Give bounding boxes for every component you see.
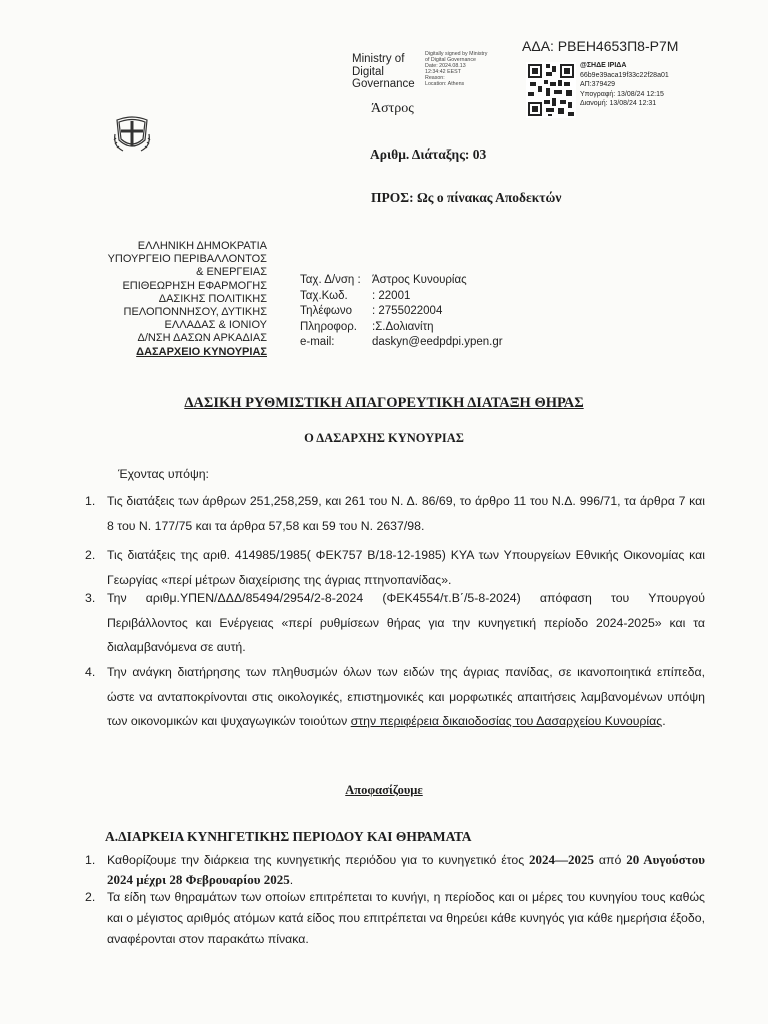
contact-label: Τηλέφωνο	[300, 305, 353, 317]
sender-line: ΕΛΛΑΔΑΣ & ΙΟΝΙΟΥ	[164, 319, 267, 332]
contact-value: : 22001	[372, 289, 411, 302]
item-text: Τα είδη των θηραμάτων των οποίων επιτρέπεται το κυνήγι, η περίοδος και οι μέρες του κυνηγίου τους καθώς και ο μέγιστος αριθμός ατόμων κατά είδος που επιτρέπεται να θηρεύει κάθε κυνηγός για κάθε ημερήσια έξοδο, αναφέρονται στον παρακάτω πίνακα.	[107, 890, 705, 946]
qr-info-line: Υπογραφή: 13/08/24 12:15	[580, 90, 664, 98]
decision-item	[85, 887, 705, 950]
item-text-end: .	[289, 873, 294, 887]
contact-label: Πληροφορ.	[300, 320, 357, 333]
decision-heading: Αποφασίζουμε	[345, 783, 423, 797]
section-a-heading: Α.ΔΙΑΡΚΕΙΑ ΚΥΝΗΓΕΤΙΚΗΣ ΠΕΡΙΟΔΟΥ ΚΑΙ ΘΗΡΑΜΑΤΑ	[105, 829, 472, 844]
consideration-item	[85, 489, 705, 538]
sender-line: ΥΠΟΥΡΓΕΙΟ ΠΕΡΙΒΑΛΛΟΝΤΟΣ	[107, 253, 267, 266]
item-text	[107, 660, 705, 734]
sender-block	[107, 240, 267, 359]
hunting-years: 2024—2025	[529, 852, 595, 867]
contact-label: e-mail:	[300, 336, 335, 348]
signature-line: Date: 2024.08.13	[425, 63, 466, 69]
contact-value: :Σ.Δολιανίτη	[372, 320, 434, 333]
sender-line: ΠΕΛΟΠΟΝΝΗΣΟΥ, ΔΥΤΙΚΗΣ	[123, 306, 267, 319]
digital-signature-info	[425, 51, 525, 87]
contact-value: Άστρος Κυνουρίας	[372, 274, 467, 286]
signature-line: Reason:	[425, 75, 445, 81]
sender-office: ΔΑΣΑΡΧΕΙΟ ΚΥΝΟΥΡΙΑΣ	[136, 345, 267, 358]
greek-coat-of-arms-icon	[111, 114, 153, 156]
contact-value: : 2755022004	[372, 305, 443, 317]
qr-info-line: ΑΠ:379429	[580, 81, 616, 89]
qr-info-line: @ΣΗΔΕ ΙΡΙΔΑ	[580, 62, 627, 69]
order-number: Αριθμ. Διάταξης: 03	[370, 147, 487, 162]
item-number: 2.	[85, 890, 96, 904]
contact-row	[300, 289, 503, 305]
item-text: Την αριθμ.ΥΠΕΝ/ΔΔΔ/85494/2954/2-8-2024 (ΦΕΚ4554/τ.Β΄/5-8-2024) απόφαση του Υπουργού Περιβάλλοντος και Ενέργειας «περί ρυθμίσεων θήρας για την κυνηγετική περίοδο 2024-2025» και τα διαλαμβανόμενα σε αυτή.	[107, 591, 705, 654]
consideration-item	[85, 586, 705, 660]
document-title: ΔΑΣΙΚΗ ΡΥΘΜΙΣΤΙΚΗ ΑΠΑΓΟΡΕΥΤΙΚΗ ΔΙΑΤΑΞΗ ΘΗΡΑΣ	[184, 395, 584, 411]
ministry-line: Governance	[352, 78, 415, 90]
decision-item	[85, 850, 705, 890]
contact-email[interactable]: daskyn@eedpdpi.ypen.gr	[372, 336, 503, 348]
contact-label: Ταχ.Κωδ.	[300, 289, 348, 302]
signature-line: Location: Athens	[425, 81, 465, 87]
ada-code: ΑΔΑ: ΡΒΕΗ4653Π8-Ρ7Μ	[522, 38, 679, 54]
recipients-line: ΠΡΟΣ: Ως ο πίνακας Αποδεκτών	[371, 190, 562, 205]
contact-row	[300, 320, 503, 336]
contact-label: Ταχ. Δ/νση :	[300, 274, 361, 286]
contact-row	[300, 304, 503, 320]
sender-line: Δ/ΝΣΗ ΔΑΣΩΝ ΑΡΚΑΔΙΑΣ	[137, 332, 267, 345]
signature-line: 12:34:42 EEST	[425, 69, 461, 75]
hunting-date-range: 20 Αυγούστου 2024 μέχρι 28 Φεβρουαρίου 2025	[107, 852, 705, 887]
item-text-main: Την ανάγκη διατήρησης των πληθυσμών όλων των ειδών της άγριας πανίδας, σε ικανοποιητικά επίπεδα, ώστε να ανταποκρίνονται στις οικολογικές, επιστημονικές και μορφωτικές απαιτήσεις λαμβανομένων υπόψη των οικονομικών και ψυχαγωγικών τοιούτων	[107, 665, 705, 728]
sender-line: ΔΑΣΙΚΗΣ ΠΟΛΙΤΙΚΗΣ	[158, 292, 267, 305]
sender-line: ΕΛΛΗΝΙΚΗ ΔΗΜΟΚΡΑΤΙΑ	[137, 240, 267, 252]
issuing-authority: Ο ΔΑΣΑΡΧΗΣ ΚΥΝΟΥΡΙΑΣ	[304, 431, 464, 445]
place-name: Άστρος	[371, 101, 414, 116]
consideration-item	[85, 543, 705, 592]
qr-info	[580, 61, 669, 109]
ministry-label	[352, 53, 415, 91]
considering-heading: Έχοντας υπόψη:	[118, 467, 209, 481]
sender-line: & ΕΝΕΡΓΕΙΑΣ	[196, 266, 267, 279]
item-number: 3.	[85, 591, 96, 605]
item-text: Τις διατάξεις των άρθρων 251,258,259, και 261 του Ν. Δ. 86/69, το άρθρο 11 του Ν.Δ. 996/71, τα άρθρα 7 και 8 του Ν. 177/75 και τα άρθρα 57,58 και 59 του Ν. 2637/98.	[107, 494, 705, 533]
contact-block	[300, 273, 503, 351]
qr-info-line: 66b9e39aca19f33c22f28a01	[580, 71, 669, 79]
item-number: 4.	[85, 665, 96, 679]
item-number: 2.	[85, 548, 96, 562]
item-text-main: Καθορίζουμε την διάρκεια της κυνηγετικής περιόδου για το κυνηγετικό έτος	[107, 853, 530, 867]
signature-line: Digitally signed by Ministry	[425, 51, 488, 57]
contact-row	[300, 273, 503, 289]
signature-line: of Digital Governance	[425, 57, 476, 63]
item-number: 1.	[85, 853, 96, 867]
contact-row	[300, 335, 503, 351]
qr-code-icon	[526, 62, 576, 118]
item-text: Τις διατάξεις της αριθ. 414985/1985( ΦΕΚ757 Β/18-12-1985) ΚΥΑ των Υπουργείων Εθνικής Οικονομίας και Γεωργίας «περί μέτρων διαχείρισης της άγριας πτηνοπανίδας».	[107, 548, 705, 587]
sender-line: ΕΠΙΘΕΩΡΗΣΗ ΕΦΑΡΜΟΓΗΣ	[122, 279, 267, 292]
item-text	[107, 850, 705, 890]
item-text-mid: από	[594, 853, 627, 867]
qr-info-line: Διανομή: 13/08/24 12:31	[580, 100, 657, 108]
ministry-line: Digital	[352, 65, 384, 78]
item-text-underlined: στην περιφέρεια δικαιοδοσίας του Δασαρχείου Κυνουρίας	[350, 714, 663, 728]
item-number: 1.	[85, 494, 96, 508]
consideration-item	[85, 660, 705, 734]
item-text-end: .	[662, 714, 666, 728]
ministry-line: Ministry of	[352, 53, 405, 65]
